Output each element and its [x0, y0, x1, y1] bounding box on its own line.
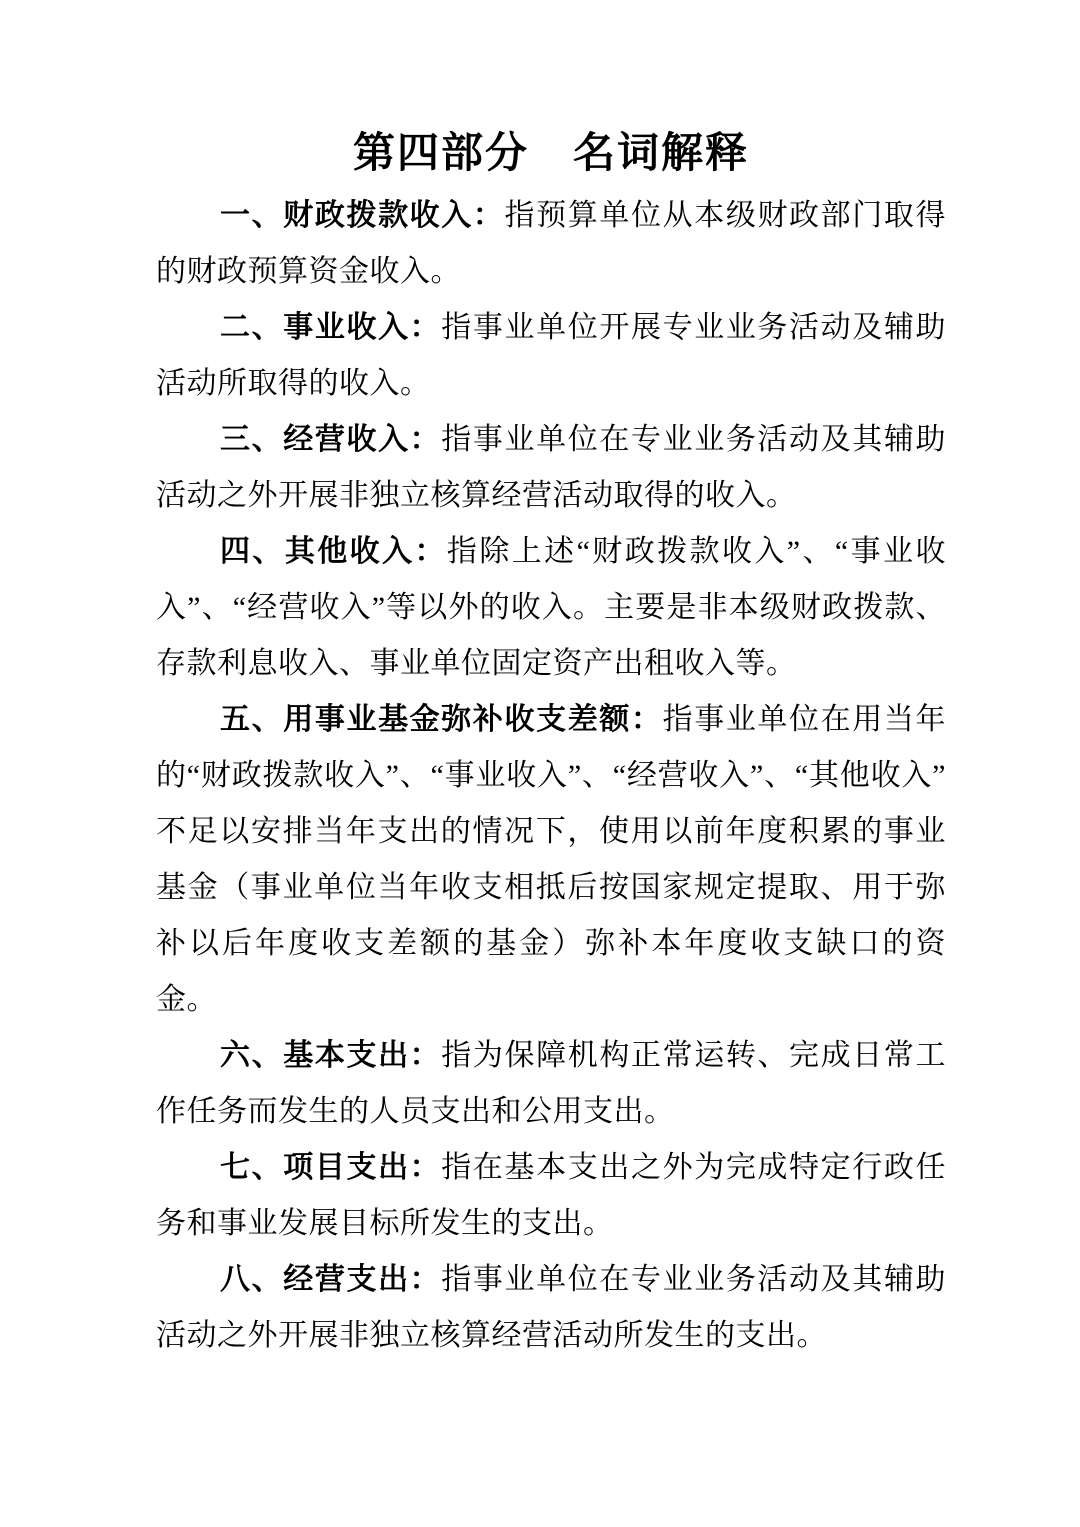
- term-label: 七、项目支出：: [220, 1151, 442, 1184]
- glossary-item-2: [156, 300, 946, 412]
- term-definition: 指事业单位开展专业业务活动及辅助活动所取得的收入。: [156, 311, 947, 400]
- glossary-item-4: [156, 524, 946, 692]
- page-title: 第四部分 名词解释: [352, 129, 749, 176]
- term-definition: 指事业单位在用当年的“财政拨款收入”、“事业收入”、“经营收入”、“其他收入”不足以安排当年支出的情况下，使用以前年度积累的事业基金（事业单位当年收支相抵后按国家规定提取、用于弥补以后年度收支差额的基金）弥补本年度收支缺口的资金。: [156, 703, 947, 1016]
- term-label: 三、经营收入：: [220, 423, 442, 456]
- term-label: 五、用事业基金弥补收支差额：: [220, 703, 663, 736]
- glossary-item-3: [156, 412, 946, 524]
- glossary-item-7: [156, 1140, 946, 1252]
- term-definition: 指在基本支出之外为完成特定行政任务和事业发展目标所发生的支出。: [156, 1151, 947, 1240]
- term-definition: 指为保障机构正常运转、完成日常工作任务而发生的人员支出和公用支出。: [156, 1039, 947, 1128]
- term-label: 八、经营支出：: [220, 1263, 442, 1296]
- term-definition: 指事业单位在专业业务活动及其辅助活动之外开展非独立核算经营活动取得的收入。: [156, 423, 947, 512]
- glossary-item-8: [156, 1252, 946, 1364]
- term-label: 二、事业收入：: [220, 311, 442, 344]
- term-definition: 指除上述“财政拨款收入”、“事业收入”、“经营收入”等以外的收入。主要是非本级财政拨款、存款利息收入、事业单位固定资产出租收入等。: [156, 535, 946, 680]
- glossary-item-6: [156, 1028, 946, 1140]
- term-definition: 指事业单位在专业业务活动及其辅助活动之外开展非独立核算经营活动所发生的支出。: [156, 1263, 947, 1352]
- glossary-section: [156, 188, 946, 1364]
- glossary-item-1: [156, 188, 946, 300]
- glossary-item-5: [156, 692, 946, 1028]
- term-label: 一、财政拨款收入：: [220, 199, 505, 232]
- term-label: 四、其他收入：: [220, 535, 447, 568]
- term-label: 六、基本支出：: [220, 1039, 442, 1072]
- term-definition: 指预算单位从本级财政部门取得的财政预算资金收入。: [156, 199, 947, 288]
